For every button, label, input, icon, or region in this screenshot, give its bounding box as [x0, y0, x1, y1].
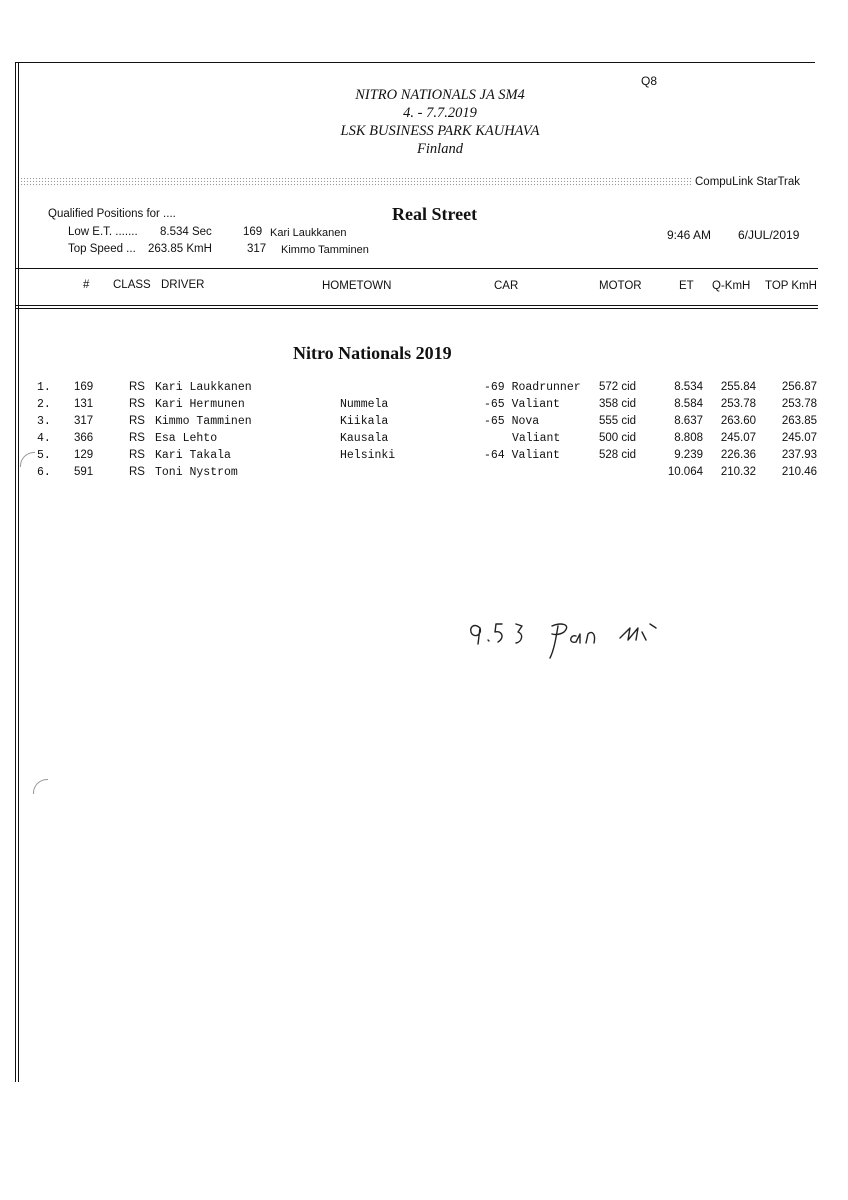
cell-motor: 358 cid	[599, 398, 637, 410]
cell-et: 10.064	[667, 466, 703, 478]
event-title: Nitro Nationals 2019	[293, 343, 452, 363]
cell-et: 8.534	[674, 381, 703, 393]
col-header-hometown: HOMETOWN	[322, 280, 392, 292]
column-rule-bottom	[15, 308, 818, 309]
low-et-driver: Kari Laukkanen	[270, 227, 347, 239]
class-title: Real Street	[392, 204, 478, 224]
cell-pos: 2.	[37, 398, 51, 411]
top-border-line	[15, 62, 815, 63]
cell-num: 366	[74, 432, 94, 444]
cell-car: -65 Valiant	[484, 398, 560, 411]
cell-pos: 3.	[37, 415, 51, 428]
handwritten-note	[460, 610, 670, 660]
cell-et: 8.808	[674, 432, 703, 444]
top-speed-driver: Kimmo Tamminen	[281, 244, 369, 256]
report-time: 9:46 AM	[667, 228, 712, 242]
cell-car: -64 Valiant	[484, 449, 560, 462]
left-border-line	[15, 62, 16, 1082]
cell-topkmh: 237.93	[781, 449, 817, 461]
table-row	[0, 398, 848, 415]
cell-topkmh: 245.07	[781, 432, 817, 444]
cell-hometown: Kiikala	[340, 415, 389, 428]
low-et-number: 169	[243, 226, 263, 238]
top-speed-value: 263.85 KmH	[148, 243, 212, 255]
cell-qkmh: 263.60	[720, 415, 756, 427]
qualified-label: Qualified Positions for ....	[48, 208, 176, 220]
cell-et: 9.239	[674, 449, 703, 461]
cell-hometown: Kausala	[340, 432, 389, 445]
cell-topkmh: 210.46	[781, 466, 817, 478]
cell-qkmh: 245.07	[720, 432, 756, 444]
cell-car: -65 Nova	[484, 415, 540, 428]
cell-hometown: Nummela	[340, 398, 389, 411]
dotted-separator	[20, 177, 692, 187]
cell-hometown: Helsinki	[340, 449, 396, 462]
top-speed-number: 317	[247, 243, 267, 255]
col-header-topkmh: TOP KmH	[765, 280, 817, 292]
system-name: CompuLink StarTrak	[695, 176, 801, 188]
table-row	[0, 449, 848, 466]
cell-motor: 572 cid	[599, 381, 637, 393]
cell-car: -69 Roadrunner	[484, 381, 581, 394]
cell-car: Valiant	[512, 432, 561, 445]
header-venue: LSK BUSINESS PARK KAUHAVA	[340, 123, 540, 139]
report-date: 6/JUL/2019	[738, 228, 800, 242]
cell-class: RS	[129, 415, 145, 427]
cell-qkmh: 253.78	[720, 398, 756, 410]
cell-class: RS	[129, 398, 145, 410]
event-header	[240, 86, 640, 158]
table-row	[0, 415, 848, 432]
cell-driver: Toni Nystrom	[155, 466, 238, 479]
col-header-number: #	[83, 279, 90, 291]
cell-pos: 5.	[37, 449, 51, 462]
cell-class: RS	[129, 449, 145, 461]
header-country: Finland	[417, 141, 463, 157]
column-rule-top	[15, 305, 818, 306]
cell-et: 8.637	[674, 415, 703, 427]
cell-qkmh: 255.84	[720, 381, 756, 393]
col-header-class: CLASS	[113, 279, 151, 291]
cell-driver: Kimmo Tamminen	[155, 415, 252, 428]
col-header-et: ET	[679, 280, 694, 292]
cell-class: RS	[129, 466, 145, 478]
page-code: Q8	[641, 74, 658, 88]
cell-topkmh: 256.87	[781, 381, 817, 393]
cell-num: 591	[74, 466, 94, 478]
low-et-label: Low E.T. .......	[68, 226, 138, 238]
table-row	[0, 381, 848, 398]
cell-et: 8.584	[674, 398, 703, 410]
cell-topkmh: 253.78	[781, 398, 817, 410]
cell-motor: 500 cid	[599, 432, 637, 444]
col-header-driver: DRIVER	[161, 279, 205, 291]
cell-pos: 4.	[37, 432, 51, 445]
cell-qkmh: 226.36	[720, 449, 756, 461]
header-title: NITRO NATIONALS JA SM4	[355, 87, 525, 103]
cell-num: 169	[74, 381, 94, 393]
header-rule	[15, 268, 818, 269]
table-row	[0, 466, 848, 483]
col-header-car: CAR	[494, 280, 519, 292]
cell-num: 129	[74, 449, 94, 461]
cell-class: RS	[129, 432, 145, 444]
cell-motor: 555 cid	[599, 415, 637, 427]
cell-driver: Kari Hermunen	[155, 398, 245, 411]
table-row	[0, 432, 848, 449]
cell-num: 317	[74, 415, 94, 427]
cell-driver: Esa Lehto	[155, 432, 218, 445]
low-et-value: 8.534 Sec	[160, 226, 212, 238]
cell-num: 131	[74, 398, 94, 410]
left-border-line-inner	[18, 62, 19, 1082]
cell-topkmh: 263.85	[781, 415, 817, 427]
cell-pos: 1.	[37, 381, 51, 394]
top-speed-label: Top Speed ...	[68, 243, 136, 255]
cell-motor: 528 cid	[599, 449, 637, 461]
col-header-qkmh: Q-KmH	[712, 280, 751, 292]
cell-class: RS	[129, 381, 145, 393]
header-dates: 4. - 7.7.2019	[403, 105, 477, 121]
cell-pos: 6.	[37, 466, 51, 479]
cell-qkmh: 210.32	[720, 466, 756, 478]
cell-driver: Kari Laukkanen	[155, 381, 252, 394]
col-header-motor: MOTOR	[599, 280, 642, 292]
punch-hole-mark	[33, 779, 48, 794]
cell-driver: Kari Takala	[155, 449, 231, 462]
